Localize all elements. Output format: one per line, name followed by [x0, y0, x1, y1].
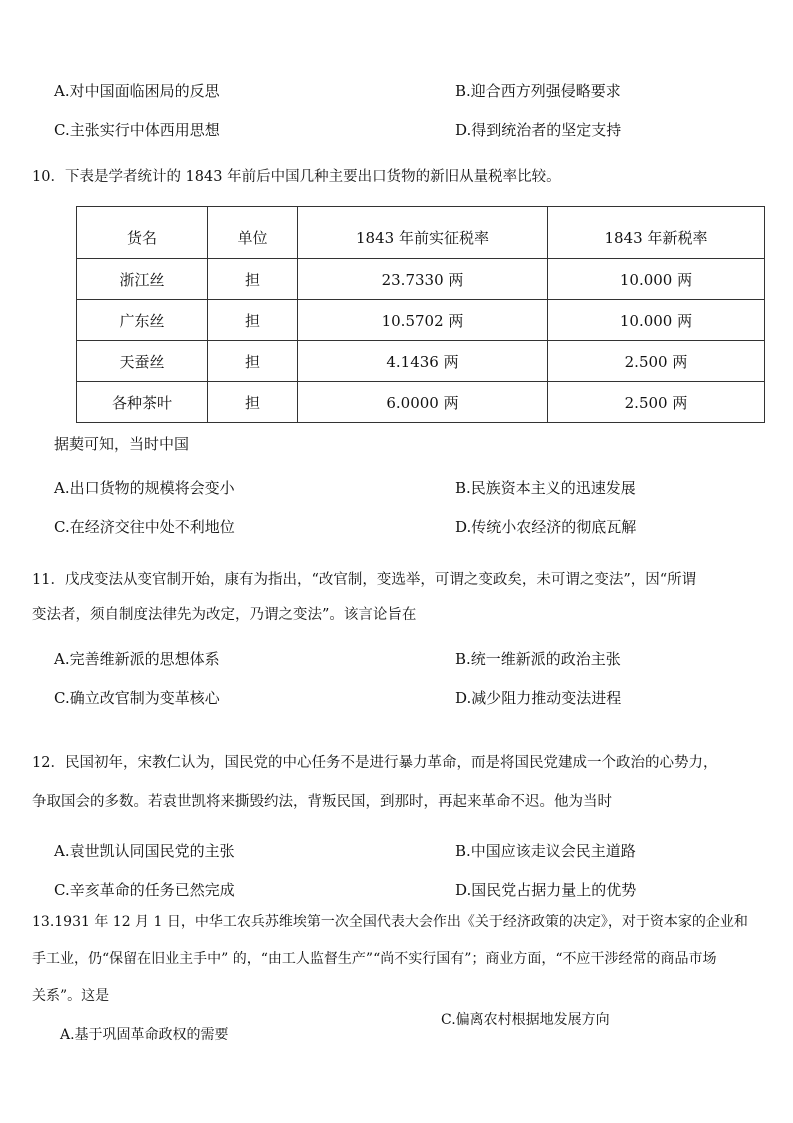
table-cell: 10.000 两	[548, 300, 765, 341]
table-header-cell: 单位	[208, 207, 298, 259]
q9-option-a: A.对中国面临困局的反思	[54, 82, 220, 100]
q10-stem: 10．下表是学者统计的 1843 年前后中国几种主要出口货物的新旧从量税率比较。	[32, 169, 561, 185]
q12-stem-line-1: 12．民国初年，宋教仁认为，国民党的中心任务不是进行暴力革命，而是将国民党建成一个政治的心势力，	[32, 755, 718, 771]
table-row	[77, 382, 765, 423]
q12-option-c: C.辛亥革命的任务已然完成	[54, 881, 235, 899]
q11-option-b: B.统一维新派的政治主张	[455, 650, 621, 668]
q9-option-b: B.迎合西方列强侵略要求	[455, 82, 621, 100]
table-cell: 10.000 两	[548, 259, 765, 300]
table-cell: 浙江丝	[77, 259, 208, 300]
q10-lead: 据葜可知，当时中国	[54, 435, 190, 453]
table-cell: 4.1436 两	[298, 341, 548, 382]
table-cell: 担	[208, 259, 298, 300]
q12-stem-line-2: 争取国会的多数。若袁世凯将来撕毁约法，背叛民国，到那时，再起来革命不迟。他为当时	[32, 794, 612, 810]
table-header-cell: 货名	[77, 207, 208, 259]
table-header-cell: 1843 年新税率	[548, 207, 765, 259]
q10-option-d: D.传统小农经济的彻底瓦解	[455, 518, 637, 536]
table-row	[77, 341, 765, 382]
q11-stem-line-2: 变法者，须自制度法律先为改定，乃谓之变法”。该言论旨在	[32, 607, 417, 623]
table-cell: 担	[208, 382, 298, 423]
q10-option-a: A.出口货物的规模将会变小	[54, 479, 235, 497]
q10-option-c: C.在经济交往中处不利地位	[54, 518, 235, 536]
q13-option-a: A.基于巩固革命政权的需要	[60, 1027, 229, 1043]
q11-option-c: C.确立改官制为变革核心	[54, 689, 220, 707]
table-row	[77, 300, 765, 341]
table-cell: 23.7330 两	[298, 259, 548, 300]
tax-rate-table	[76, 206, 765, 423]
table-cell: 担	[208, 341, 298, 382]
q11-option-d: D.减少阻力推动变法进程	[455, 689, 622, 707]
table-row	[77, 259, 765, 300]
q13-stem-line-2: 手工业，仍“保留在旧业主手中” 的，“由工人监督生产”“尚不实行国有”；商业方面，“不应干涉经常的商品市场	[32, 951, 717, 967]
q9-option-c: C.主张实行中体西用思想	[54, 121, 220, 139]
table-cell: 担	[208, 300, 298, 341]
q11-stem-line-1: 11．戊戌变法从变官制开始，康有为指出，“改官制，变选举，可谓之变政矣，未可谓之变法”，因“所谓	[32, 572, 697, 588]
q9-option-d: D.得到统治者的坚定支持	[455, 121, 622, 139]
table-cell: 6.0000 两	[298, 382, 548, 423]
table-header-row	[77, 207, 765, 259]
q10-option-b: B.民族资本主义的迅速发展	[455, 479, 636, 497]
table-cell: 2.500 两	[548, 382, 765, 423]
q11-option-a: A.完善维新派的思想体系	[54, 650, 220, 668]
q13-option-c: C.偏离农村根据地发展方向	[441, 1012, 610, 1028]
table-cell: 广东丝	[77, 300, 208, 341]
q12-option-d: D.国民党占据力量上的优势	[455, 881, 637, 899]
q12-option-b: B.中国应该走议会民主道路	[455, 842, 636, 860]
q13-stem-line-1: 13.1931 年 12 月 1 日，中华工农兵苏维埃第一次全国代表大会作出《关于经济政策的决定》，对于资本家的企业和	[32, 914, 748, 930]
table-header-cell: 1843 年前实征税率	[298, 207, 548, 259]
table-cell: 各种茶叶	[77, 382, 208, 423]
table-cell: 天蚕丝	[77, 341, 208, 382]
table-cell: 10.5702 两	[298, 300, 548, 341]
q12-option-a: A.袁世凯认同国民党的主张	[54, 842, 235, 860]
q13-stem-line-3: 关系”。这是	[32, 988, 110, 1004]
table-cell: 2.500 两	[548, 341, 765, 382]
